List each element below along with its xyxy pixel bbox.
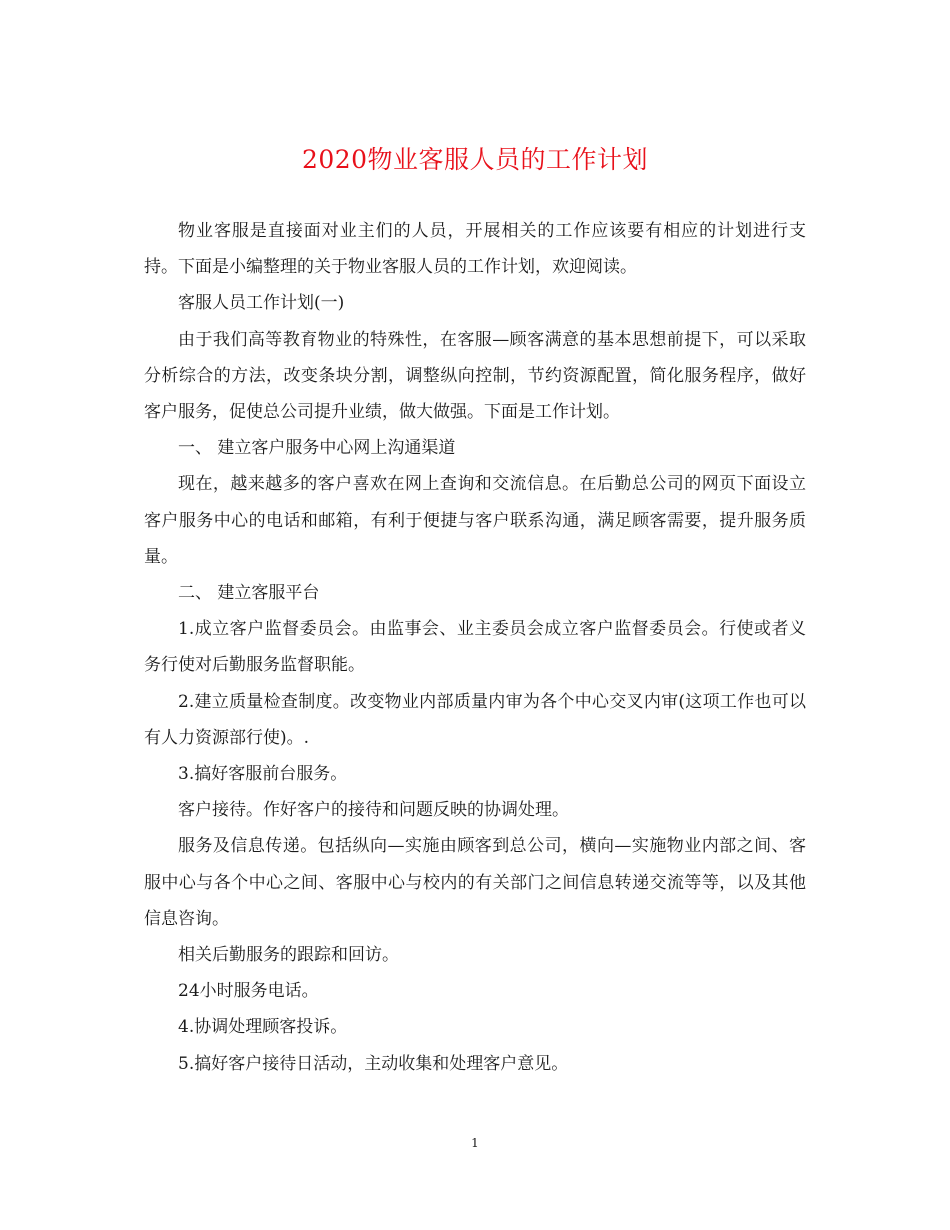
document-title: 2020物业客服人员的工作计划 <box>301 145 649 174</box>
page-number: 1 <box>471 1136 479 1150</box>
paragraph-hotline: 24小时服务电话。 <box>178 981 319 1002</box>
document-body <box>144 213 806 1082</box>
paragraph-info-transfer: 服务及信息传递。包括纵向—实施由顾客到总公司，横向—实施物业内部之间、客服中心与各个中心之间、客服中心与校内的有关部门之间信息转递交流等等，以及其他信息咨询。 <box>144 836 806 929</box>
paragraph-plan-heading: 客服人员工作计划(一) <box>178 293 345 314</box>
paragraph-reception: 客户接待。作好客户的接待和问题反映的协调处理。 <box>178 800 569 821</box>
paragraph-item-5: 5.搞好客户接待日活动，主动收集和处理客户意见。 <box>178 1053 569 1074</box>
paragraph-section-one-body: 现在，越来越多的客户喜欢在网上查询和交流信息。在后勤总公司的网页下面设立客户服务中心的电话和邮箱，有利于便捷与客户联系沟通，满足顾客需要，提升服务质量。 <box>144 474 806 567</box>
paragraph-section-one-heading: 一、 建立客户服务中心网上沟通渠道 <box>178 438 456 459</box>
paragraph-item-3: 3.搞好客服前台服务。 <box>178 764 348 785</box>
paragraph-item-1: 1.成立客户监督委员会。由监事会、业主委员会成立客户监督委员会。行使或者义务行使对后勤服务监督职能。 <box>144 619 806 676</box>
paragraph-item-2: 2.建立质量检查制度。改变物业内部质量内审为各个中心交叉内审(这项工作也可以有人力资源部行使)。. <box>144 691 806 748</box>
paragraph-background: 由于我们高等教育物业的特殊性，在客服—顾客满意的基本思想前提下，可以采取分析综合的方法，改变条块分割，调整纵向控制，节约资源配置，简化服务程序，做好客户服务，促使总公司提升业绩，做大做强。下面是工作计划。 <box>144 329 806 423</box>
paragraph-intro: 物业客服是直接面对业主们的人员，开展相关的工作应该要有相应的计划进行支持。下面是小编整理的关于物业客服人员的工作计划，欢迎阅读。 <box>144 221 806 278</box>
paragraph-item-4: 4.协调处理顾客投诉。 <box>178 1017 348 1038</box>
paragraph-follow-up: 相关后勤服务的跟踪和回访。 <box>178 945 399 966</box>
paragraph-section-two-heading: 二、 建立客服平台 <box>178 583 320 604</box>
